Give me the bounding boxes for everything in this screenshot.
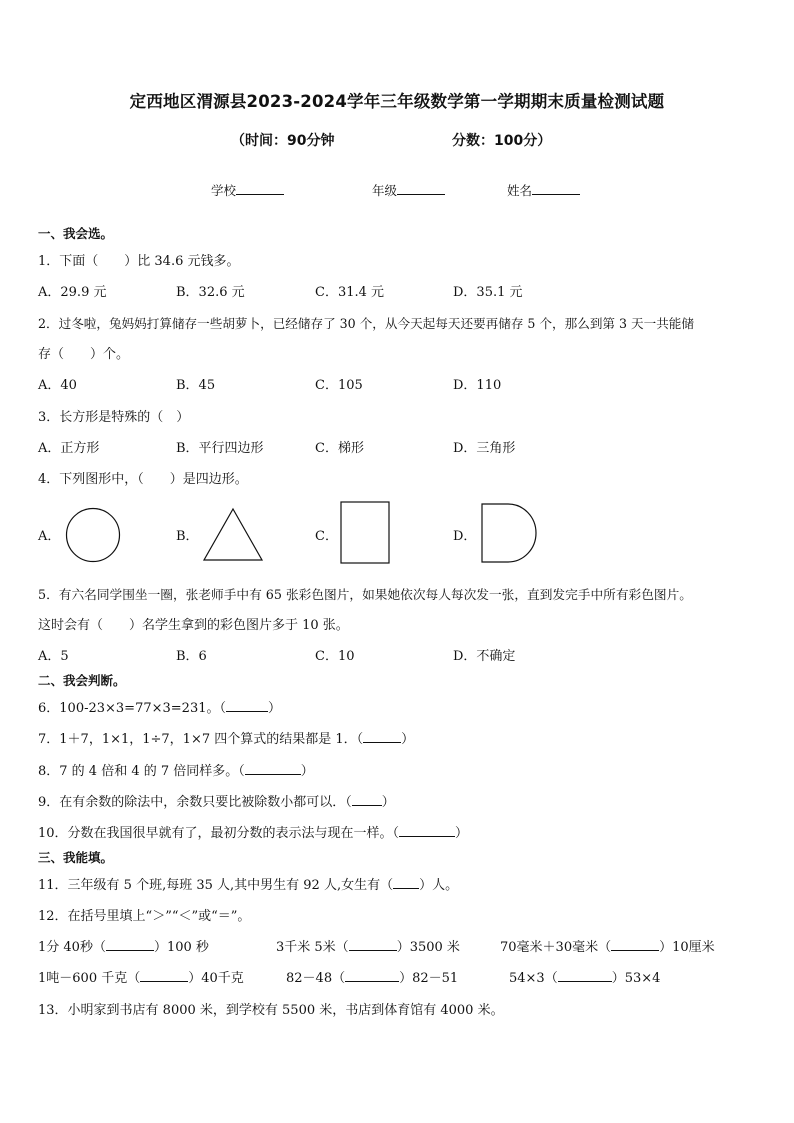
q1-option-c[interactable]: C．31.4 元 xyxy=(315,285,385,300)
q3-option-d[interactable]: D．三角形 xyxy=(453,441,516,456)
answer-blank[interactable] xyxy=(611,938,659,951)
answer-blank[interactable] xyxy=(363,730,401,743)
q5-option-c[interactable]: C．10 xyxy=(315,649,355,664)
question-13-stem: 13．小明家到书店有 8000 米，到学校有 5500 米，书店到体育馆有 4000 米。 xyxy=(38,1003,504,1018)
q2-option-a[interactable]: A．40 xyxy=(38,378,77,393)
question-5-stem: 5．有六名同学围坐一圈，张老师手中有 65 张彩色图片，如果她依次每人每次发一张，直到发完手中所有彩色图片。 xyxy=(38,587,692,602)
exam-time: （时间：90分钟 xyxy=(231,133,335,149)
q2-option-c[interactable]: C．105 xyxy=(315,378,363,393)
q2-option-d[interactable]: D．110 xyxy=(453,378,502,393)
compare-item: 82－48（ ）82－51 xyxy=(286,971,459,986)
question-11: 11．三年级有 5 个班,每班 35 人,其中男生有 92 人,女生有（ ）人。 xyxy=(38,878,459,893)
question-9: 9．在有余数的除法中，余数只要比被除数小都可以．（ ） xyxy=(38,795,395,810)
answer-blank[interactable] xyxy=(345,969,399,982)
question-2-stem-cont: 存（ ）个。 xyxy=(38,347,130,362)
question-2-stem: 2．过冬啦，兔妈妈打算储存一些胡萝卜，已经储存了 30 个，从今天起每天还要再储存 5 个，那么到第 3 天一共能储 xyxy=(38,316,694,331)
answer-blank[interactable] xyxy=(558,969,612,982)
answer-blank[interactable] xyxy=(393,876,419,889)
compare-item: 3千米 5米（ ）3500 米 xyxy=(276,940,460,955)
compare-item: 1分 40秒（ ）100 秒 xyxy=(38,940,209,955)
answer-blank[interactable] xyxy=(140,969,188,982)
q3-option-c[interactable]: C．梯形 xyxy=(315,441,364,456)
q5-option-b[interactable]: B．6 xyxy=(176,649,207,664)
triangle-shape xyxy=(203,508,263,562)
question-7: 7．1＋7，1×1，1÷7，1×7 四个算式的结果都是 1．（ ） xyxy=(38,732,415,747)
question-8: 8．7 的 4 倍和 4 的 7 倍同样多。（ ） xyxy=(38,764,314,779)
q1-option-d[interactable]: D．35.1 元 xyxy=(453,285,523,300)
q4-option-b[interactable]: B． xyxy=(176,529,199,544)
name-label: 姓名 xyxy=(507,183,533,198)
school-label: 学校 xyxy=(211,183,237,198)
question-10: 10．分数在我国很早就有了，最初分数的表示法与现在一样。（ ） xyxy=(38,826,469,841)
section-heading: 二、我会判断。 xyxy=(38,673,126,688)
question-5-stem-cont: 这时会有（ ）名学生拿到的彩色图片多于 10 张。 xyxy=(38,618,349,633)
q5-option-a[interactable]: A．5 xyxy=(38,649,69,664)
answer-blank[interactable] xyxy=(106,938,154,951)
answer-blank[interactable] xyxy=(349,938,397,951)
question-6: 6．100-23×3=77×3=231。（ ） xyxy=(38,701,282,716)
q4-option-a[interactable]: A． xyxy=(38,529,61,544)
circle-shape xyxy=(65,507,121,563)
rectangle-shape xyxy=(340,501,390,565)
question-1-stem: 1．下面（ ）比 34.6 元钱多。 xyxy=(38,254,240,269)
compare-item: 1吨－600 千克（ ）40千克 xyxy=(38,971,244,986)
q2-option-b[interactable]: B．45 xyxy=(176,378,216,393)
section-heading: 一、我会选。 xyxy=(38,226,114,241)
q4-option-c[interactable]: C． xyxy=(315,529,338,544)
answer-blank[interactable] xyxy=(226,699,268,712)
question-4-stem: 4．下列图形中，（ ）是四边形。 xyxy=(38,472,248,487)
page-title: 定西地区渭源县2023-2024学年三年级数学第一学期期末质量检测试题 xyxy=(129,92,665,111)
school-field[interactable] xyxy=(211,181,284,199)
answer-blank[interactable] xyxy=(352,793,382,806)
half-round-shape xyxy=(481,503,537,563)
q4-option-d[interactable]: D． xyxy=(453,529,477,544)
compare-item: 54×3（ ）53×4 xyxy=(509,971,661,986)
answer-blank[interactable] xyxy=(245,762,301,775)
name-field[interactable] xyxy=(507,181,580,199)
q3-option-b[interactable]: B．平行四边形 xyxy=(176,441,264,456)
q1-option-a[interactable]: A．29.9 元 xyxy=(38,285,107,300)
q1-option-b[interactable]: B．32.6 元 xyxy=(176,285,245,300)
question-12-stem: 12．在括号里填上“＞”“＜”或“＝”。 xyxy=(38,909,251,924)
q3-option-a[interactable]: A．正方形 xyxy=(38,441,100,456)
compare-item: 70毫米＋30毫米（ ）10厘米 xyxy=(500,940,715,955)
q5-option-d[interactable]: D．不确定 xyxy=(453,649,516,664)
grade-label: 年级 xyxy=(372,183,398,198)
section-heading: 三、我能填。 xyxy=(38,850,114,865)
grade-field[interactable] xyxy=(372,181,445,199)
answer-blank[interactable] xyxy=(399,824,455,837)
question-3-stem: 3．长方形是特殊的（ ） xyxy=(38,410,190,425)
exam-score: 分数：100分） xyxy=(452,133,552,149)
